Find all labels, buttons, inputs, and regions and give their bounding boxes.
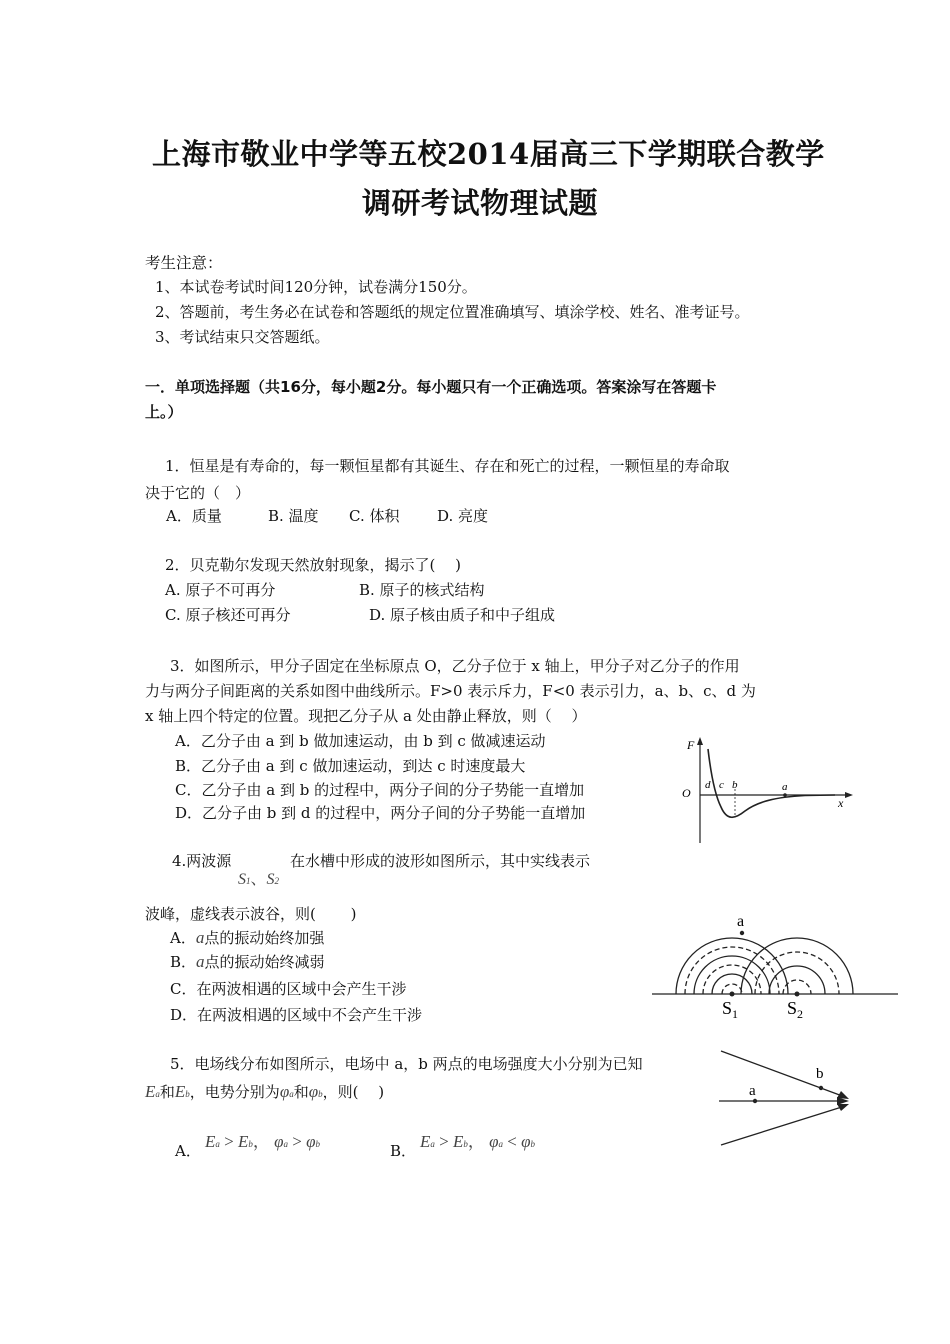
q5-oa-e2-sub: b [248, 1139, 253, 1149]
q5-ob-e2-sub: b [463, 1139, 468, 1149]
q3-stem-line3: x 轴上四个特定的位置。现把乙分子从 a 处由静止释放，则（ ） [145, 707, 587, 725]
graph-label-O: O [682, 786, 691, 800]
q5-ob-e1: E [420, 1132, 431, 1151]
q4-option-c: C．在两波相遇的区域中会产生干涉 [170, 980, 407, 998]
q5-and-2: 和 [293, 1083, 309, 1101]
wave-label-s1 [722, 998, 738, 1021]
q5-phi-a-sub: a [289, 1089, 294, 1099]
field-point-b [819, 1086, 823, 1090]
q5-oa-phi2-sub: b [315, 1139, 321, 1149]
field-point-a [753, 1099, 757, 1103]
q4-stem-a: 4.两波源 [172, 852, 232, 870]
q5-stem-end: ，则( ) [322, 1083, 385, 1101]
q3-option-c: C．乙分子由 a 到 b 的过程中，两分子间的分子势能一直增加 [175, 781, 585, 799]
q4-stem-b: 在水槽中形成的波形如图所示，其中实线表示 [290, 852, 591, 870]
q5-oa-gt2: > [292, 1132, 302, 1151]
q4-source-s2-letter: S [266, 871, 275, 888]
graph-point-a [783, 793, 787, 797]
q5-oa-e2: E [237, 1132, 249, 1151]
q5-ob-phi1: φ [489, 1132, 499, 1151]
q5-oa-comma: ， [252, 1132, 270, 1151]
notice-item-2: 2、答题前，考生务必在试卷和答题纸的规定位置准确填写、填涂学校、姓名、准考证号。 [155, 303, 750, 321]
q1-stem-line2: 决于它的（ ） [145, 484, 251, 502]
q4-option-a-var: a [195, 928, 205, 947]
q5-e-a-sub: a [155, 1089, 160, 1099]
q5-ob-comma: ， [467, 1132, 485, 1151]
q1-option-c: C. 体积 [349, 507, 400, 525]
q2-stem: 2．贝克勒尔发现天然放射现象，揭示了( ) [165, 556, 462, 574]
wave-label-s1-letter: S [722, 998, 733, 1018]
q2-option-b: B. 原子的核式结构 [359, 581, 485, 599]
q1-option-d: D. 亮度 [437, 507, 489, 525]
q5-stem-line1: 5．电场线分布如图所示，电场中 a，b 两点的电场强度大小分别为已知 [170, 1055, 643, 1073]
q4-wave-figure [650, 910, 900, 1025]
q4-option-b-var: a [196, 952, 205, 971]
wave-point-a [740, 931, 744, 935]
q4-stem-line2: 波峰，虚线表示波谷，则( ) [145, 905, 357, 923]
q5-option-b-expr [420, 1127, 535, 1152]
q4-source-s1-letter: S [238, 871, 246, 888]
wave-label-s2-sub: 2 [797, 1007, 804, 1021]
q3-option-d: D．乙分子由 b 到 d 的过程中，两分子间的分子势能一直增加 [175, 804, 586, 822]
q4-source-separator: 、 [250, 871, 267, 888]
wave-troughs-s2 [755, 952, 839, 994]
q5-ob-phi1-sub: a [498, 1139, 504, 1149]
wave-label-a: a [737, 913, 745, 930]
graph-f-axis-arrow [697, 737, 703, 745]
q2-option-c: C. 原子核还可再分 [165, 606, 291, 624]
q4-option-a-text: 点的振动始终加强 [204, 929, 325, 947]
q4-option-b-text: 点的振动始终减弱 [204, 953, 325, 971]
q3-force-graph [675, 735, 860, 845]
q3-option-b: B．乙分子由 a 到 c 做加速运动，到达 c 时速度最大 [175, 757, 526, 775]
field-label-b: b [816, 1066, 824, 1082]
q1-option-b: B. 温度 [268, 507, 319, 525]
q5-option-a-label: A． [175, 1142, 201, 1160]
q5-ob-e2: E [452, 1132, 464, 1151]
q4-option-a-label: A． [170, 929, 196, 947]
q3-stem-line2: 力与两分子间距离的关系如图中曲线所示。F>0 表示斥力，F<0 表示引力，a、b、c、d 为 [145, 682, 756, 700]
q5-and-1: 和 [159, 1083, 175, 1101]
q5-stem-line2 [145, 1081, 384, 1102]
notice-heading: 考生注意： [145, 254, 223, 272]
section-heading-line1: 一．单项选择题（共16分，每小题2分。每小题只有一个正确选项。答案涂写在答题卡 [145, 378, 717, 396]
q5-phi-a-letter: φ [279, 1082, 290, 1101]
notice-item-3: 3、考试结束只交答题纸。 [155, 328, 330, 346]
q5-oa-gt1: > [224, 1132, 234, 1151]
field-line-top [721, 1051, 845, 1097]
q5-ob-gt: > [439, 1132, 449, 1151]
q5-oa-e1-sub: a [215, 1139, 220, 1149]
q4-option-b-label: B． [170, 953, 197, 971]
q1-stem-line1: 1．恒星是有寿命的，每一颗恒星都有其诞生、存在和死亡的过程，一颗恒星的寿命取 [165, 457, 730, 475]
q2-option-d: D. 原子核由质子和中子组成 [369, 606, 556, 624]
q2-option-a: A. 原子不可再分 [165, 581, 276, 599]
q5-oa-phi2: φ [306, 1132, 316, 1151]
field-label-a: a [749, 1083, 756, 1099]
wave-label-s2 [787, 998, 803, 1021]
q1-option-a: A．质量 [166, 507, 222, 525]
q5-field-lines-figure [715, 1045, 865, 1150]
q4-option-d: D．在两波相遇的区域中不会产生干涉 [170, 1006, 423, 1024]
q4-source-s2-sub: 2 [274, 876, 280, 886]
q5-oa-phi1: φ [274, 1132, 284, 1151]
wave-troughs-s1 [685, 947, 779, 994]
wave-source-s2 [795, 992, 800, 997]
q5-phi-b-letter: φ [308, 1082, 319, 1101]
wave-label-s2-letter: S [787, 998, 798, 1018]
graph-force-curve [708, 749, 835, 817]
graph-label-b: b [732, 779, 738, 791]
q4-option-a [170, 927, 324, 948]
q5-option-a-expr [205, 1127, 320, 1152]
graph-label-F: F [687, 738, 695, 752]
q3-option-a: A．乙分子由 a 到 b 做加速运动，由 b 到 c 做减速运动 [175, 732, 546, 750]
q5-ob-phi2-sub: b [530, 1139, 536, 1149]
graph-label-x: x [838, 796, 844, 810]
q5-stem-mid: ，电势分别为 [189, 1083, 280, 1101]
page-title-line2: 调研考试物理试题 [362, 186, 599, 220]
q5-e-b-letter: E [174, 1082, 186, 1101]
notice-item-1: 1、本试卷考试时间120分钟，试卷满分150分。 [155, 278, 477, 296]
q3-stem-line1: 3．如图所示，甲分子固定在坐标原点 O，乙分子位于 x 轴上，甲分子对乙分子的作用 [170, 657, 740, 675]
q5-e-b-sub: b [185, 1089, 190, 1099]
graph-label-a: a [782, 781, 788, 793]
q5-e-a-letter: E [145, 1082, 156, 1101]
graph-x-axis-arrow [845, 792, 853, 798]
q5-ob-phi2: φ [521, 1132, 531, 1151]
q4-option-b [170, 951, 325, 972]
q5-oa-phi1-sub: a [283, 1139, 289, 1149]
q4-source-s1-sub: 1 [246, 876, 251, 886]
section-heading-line2: 上。） [145, 403, 183, 421]
q5-ob-lt: < [507, 1132, 517, 1151]
q5-option-b-label: B． [390, 1142, 417, 1160]
graph-label-d: d [705, 779, 711, 791]
graph-label-c: c [719, 779, 724, 791]
q5-ob-e1-sub: a [430, 1139, 435, 1149]
q4-sources [238, 866, 279, 889]
wave-label-s1-sub: 1 [732, 1007, 739, 1021]
wave-source-s1 [730, 992, 735, 997]
page-title-line1: 上海市敬业中学等五校2014届高三下学期联合教学 [152, 137, 825, 171]
q5-oa-e1: E [205, 1132, 216, 1151]
q5-phi-b-sub: b [318, 1089, 323, 1099]
field-line-bottom [721, 1106, 845, 1145]
